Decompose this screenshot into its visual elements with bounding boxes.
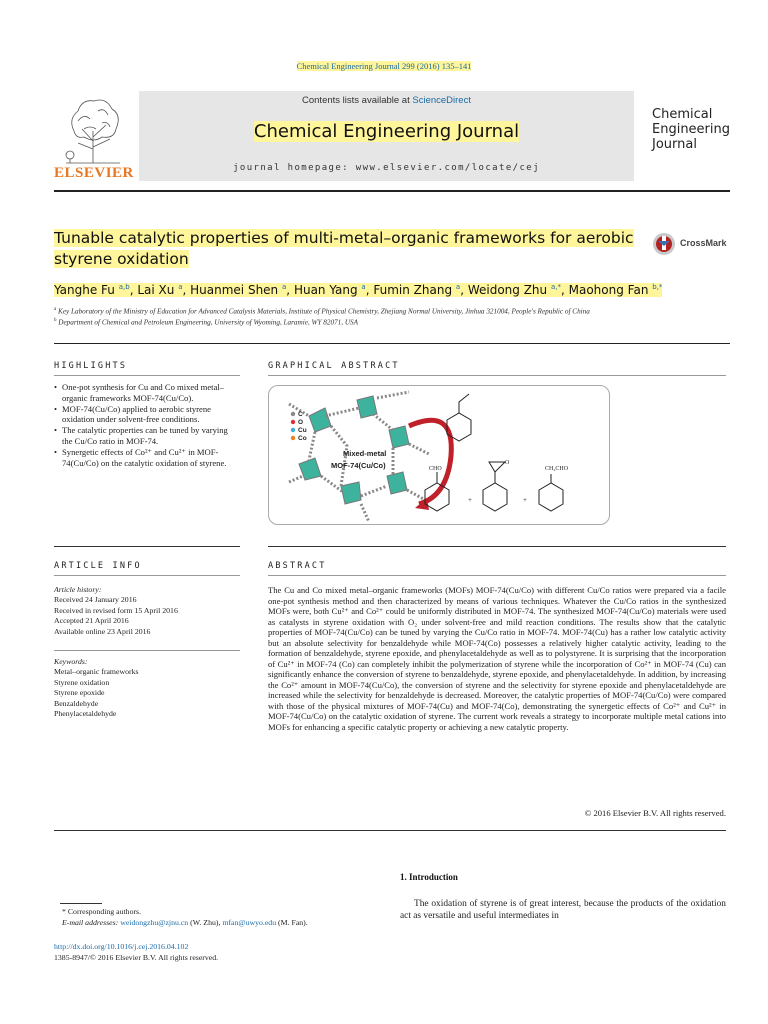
crossmark-button[interactable] bbox=[652, 232, 732, 256]
author-affiliation-marker[interactable]: a bbox=[178, 283, 183, 291]
article-info-rule bbox=[54, 575, 240, 576]
contents-line: Contents lists available at ScienceDirect bbox=[302, 95, 471, 106]
highlights-heading: HIGHLIGHTS bbox=[54, 361, 128, 371]
publisher-name: ELSEVIER bbox=[54, 165, 134, 181]
highlight-item: • One-pot synthesis for Cu and Co mixed metal–organic frameworks MOF-74(Cu/Co). bbox=[54, 382, 236, 404]
journal-title: Chemical Engineering Journal bbox=[253, 121, 520, 142]
author-affiliation-marker[interactable]: a bbox=[361, 283, 366, 291]
abstract-body: The Cu and Co mixed metal–organic frameworks (MOFs) MOF-74(Cu/Co) with different Cu/Co ratios were prepared via a facile one-pot synthesis method and then characterized by means of various techniques. Whatever the Cu/Co ratios in the synthesized MOFs were, both Cu²⁺ and Co²⁺ could be uniformly distributed in MOF-74. The synthesized MOF-74(Cu/Co) materials were used as catalysts in styrene oxidation with O₂ under solvent-free and mild reaction conditions. The results show that the catalytic properties of MOF-74(Cu/Co) can be tuned by varying the Cu/Co ratio in MOF-74. MOF-74(Cu) has a rather low catalytic activity but an absolute selectivity for benzaldehyde while MOF-74(Co) possesses a relatively higher catalytic activity, leading to the formation of benzaldehyde, styrene epoxide, and phenylacetaldehyde as well as to polystyrene. It is surprising that the incorporation of Cu²⁺ in MOF-74 (Co) can completely inhibit the polymerization of styrene while the incorporation of Co²⁺ in MOF-74 (Cu) can significantly enhance the conversion of styrene to benzaldehyde, styrene epoxide, and phenylacetaldehyde. In addition, by increasing the Co²⁺ amount in MOF-74(Cu/Co), the conversion of styrene and the selectivity for styrene epoxide and phenylacetaldehyde are increased while the selectivity for benzaldehyde is decreased. Moreover, the catalytic properties of MOF-74(Cu/Co) were compared with those of the physical mixtures of MOF-74(Cu) and MOF-74(Co), demonstrating the synergetic effects of Co²⁺ and Cu²⁺ in MOF-74(Cu/Co) on the catalytic oxidation of styrene. The current work reveals a strategy to incorporate multiple metal cations into MOFs for enhancing a specific catalytic property or achieving a new catalytic property. bbox=[268, 585, 726, 732]
keywords-list: Keywords: Metal–organic frameworks Styrene oxidation Styrene epoxide Benzaldehyde Phenylacetaldehyde bbox=[54, 657, 139, 719]
author-affiliation-marker[interactable]: b,* bbox=[652, 283, 663, 291]
abstract-rule bbox=[268, 575, 726, 576]
journal-citation[interactable]: Chemical Engineering Journal 299 (2016) 135–141 bbox=[296, 61, 472, 71]
footnotes: * Corresponding authors. E-mail addresses: weidongzhu@zjnu.cn (W. Zhu), mfan@uwyo.edu (M. Fan). bbox=[62, 907, 382, 928]
mof-label-line2: MOF-74(Cu/Co) bbox=[331, 461, 386, 470]
masthead bbox=[54, 91, 730, 184]
author-name[interactable]: Huanmei Shen bbox=[190, 283, 279, 297]
section-heading-introduction: 1. Introduction bbox=[400, 872, 458, 882]
paper-title: Tunable catalytic properties of multi-metal–organic frameworks for aerobic styrene oxidation bbox=[54, 229, 634, 268]
author-affiliation-marker[interactable]: a bbox=[455, 283, 461, 291]
highlight-item: • The catalytic properties can be tuned by varying the Cu/Co ratio in MOF-74. bbox=[54, 425, 236, 447]
copyright-notice: © 2016 Elsevier B.V. All rights reserved. bbox=[584, 808, 726, 818]
masthead-divider bbox=[54, 190, 730, 192]
graphical-abstract-rule bbox=[268, 375, 726, 376]
svg-text:Cu: Cu bbox=[298, 427, 307, 434]
svg-text:+: + bbox=[523, 496, 527, 504]
svg-text:C: C bbox=[298, 411, 303, 418]
article-history: Article history: Received 24 January 2016 Received in revised form 15 April 2016 Accepted 21 April 2016 Available online 23 April 2016 bbox=[54, 585, 178, 636]
highlights-rule bbox=[54, 375, 240, 376]
header-divider bbox=[54, 343, 730, 344]
highlight-item: • Synergetic effects of Co²⁺ and Cu²⁺ in MOF-74(Cu/Co) on the catalytic oxidation of styrene. bbox=[54, 447, 236, 469]
abstract-end-divider bbox=[54, 830, 726, 831]
article-info-heading: ARTICLE INFO bbox=[54, 561, 142, 571]
author-affiliation-marker[interactable]: a,* bbox=[550, 283, 561, 291]
doi-block bbox=[54, 942, 374, 963]
highlight-item: • MOF-74(Cu/Co) applied to aerobic styrene oxidation under solvent-free conditions. bbox=[54, 404, 236, 426]
crossmark-label: CrossMark bbox=[680, 238, 727, 248]
styrene-epoxide-molecule bbox=[483, 462, 507, 511]
issn-line: 1385-8947/© 2016 Elsevier B.V. All rights reserved. bbox=[54, 952, 219, 962]
section-divider-right bbox=[268, 546, 726, 547]
author-name[interactable]: Yanghe Fu bbox=[54, 283, 115, 297]
graphical-abstract-heading: GRAPHICAL ABSTRACT bbox=[268, 361, 400, 371]
svg-text:+: + bbox=[468, 496, 472, 504]
svg-text:CH₂CHO: CH₂CHO bbox=[545, 466, 569, 472]
masthead-banner bbox=[139, 91, 634, 181]
author-list: Yanghe Fu $^{a,b}$, Lai Xu $^a$, Huanmei Shen $^a$, Huan Yang $^a$, Fumin Zhang $^a$, Weidong Zhu $^{a,*}$, Maohong Fan $^{b,*}$ bbox=[54, 283, 663, 297]
author-affiliation-marker[interactable]: a bbox=[282, 283, 287, 291]
section-divider-left bbox=[54, 546, 240, 547]
svg-text:CHO: CHO bbox=[429, 466, 442, 472]
affiliation-b: $^b$ Department of Chemical and Petroleum Engineering, University of Wyoming, Laramie, WY 82071, USA bbox=[54, 318, 359, 327]
keywords-rule bbox=[54, 650, 240, 651]
graphical-abstract-image bbox=[268, 385, 610, 525]
mof-label-line1: Mixed-metal bbox=[343, 449, 387, 458]
introduction-body: The oxidation of styrene is of great interest, because the products of the oxidation act as versatile and useful intermediates in bbox=[400, 899, 726, 921]
journal-homepage-link[interactable]: journal homepage: www.elsevier.com/locate/cej bbox=[233, 163, 540, 173]
email-link-zhu[interactable]: weidongzhu@zjnu.cn bbox=[120, 917, 189, 927]
phenylacetaldehyde-molecule bbox=[539, 474, 563, 511]
author-name[interactable]: Maohong Fan bbox=[568, 283, 649, 297]
sciencedirect-link[interactable]: ScienceDirect bbox=[412, 95, 471, 106]
affiliation-a: $^a$ Key Laboratory of the Ministry of Education for Advanced Catalysis Materials, Institute of Physical Chemistry, Zhejiang Normal University, Jinhua 321004, People's Republic of China bbox=[54, 307, 590, 316]
svg-text:O: O bbox=[505, 460, 510, 466]
svg-text:O: O bbox=[298, 419, 304, 426]
svg-text:Co: Co bbox=[298, 435, 307, 442]
corresponding-note: * Corresponding authors. bbox=[62, 907, 142, 916]
abstract-heading: ABSTRACT bbox=[268, 561, 327, 571]
mof-structure-diagram bbox=[269, 386, 610, 525]
highlights-list bbox=[54, 382, 236, 468]
journal-logo-text: Chemical Engineering Journal bbox=[652, 107, 730, 152]
footnote-rule bbox=[60, 903, 102, 904]
crossmark-icon bbox=[652, 232, 676, 256]
author-name[interactable]: Fumin Zhang bbox=[373, 283, 453, 297]
author-name[interactable]: Huan Yang bbox=[293, 283, 358, 297]
email-link-fan[interactable]: mfan@uwyo.edu bbox=[222, 917, 277, 927]
author-name[interactable]: Lai Xu bbox=[137, 283, 175, 297]
reaction-arrow-icon bbox=[409, 420, 451, 504]
author-affiliation-marker[interactable]: a,b bbox=[118, 283, 130, 291]
author-name[interactable]: Weidong Zhu bbox=[467, 283, 548, 297]
doi-link[interactable]: http://dx.doi.org/10.1016/j.cej.2016.04.102 bbox=[54, 942, 189, 951]
